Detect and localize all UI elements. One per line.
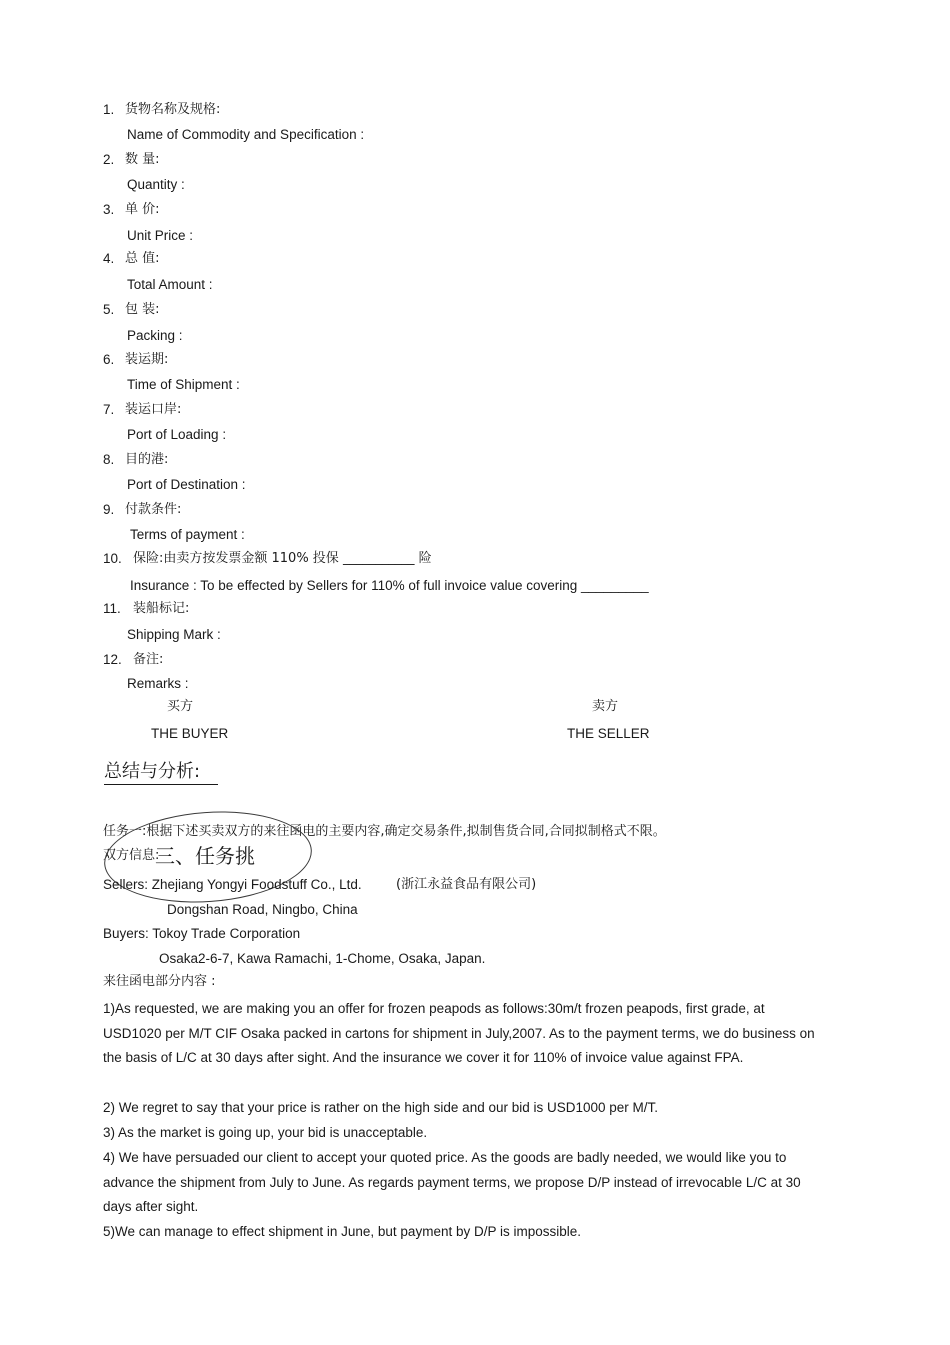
stamp-text: 三、任务挑 xyxy=(155,844,255,868)
sellers-name: Sellers: Zhejiang Yongyi Foodstuff Co., Ltd. xyxy=(103,877,362,892)
item-label-cn: 包 装: xyxy=(125,302,160,317)
correspondence-item: 4) We have persuaded our client to accept your quoted price. As the goods are badly needed, we would like you to advance the shipment from July to June. As regards payment terms, we propose D/P instead of irrevocable L/C at 30 days after sight. xyxy=(103,1150,801,1215)
parties-label: 双方信息: xyxy=(103,848,160,863)
item-number: 1. xyxy=(103,102,115,117)
correspondence-item: 1)As requested, we are making you an offer for frozen peapods as follows:30m/t frozen peapods, first grade, at USD1020 per M/T CIF Osaka packed in cartons for shipment in July,2007. As to the payment terms, we do business on the basis of L/C at 30 days after sight. And the insurance we cover it for 110% of invoice value against FPA. xyxy=(103,1001,815,1066)
item-label-en: Insurance : To be effected by Sellers for 110% of full invoice value covering _________ xyxy=(130,578,649,593)
item-label-cn: 总 值: xyxy=(125,251,160,266)
item-label-en: Name of Commodity and Specification : xyxy=(127,127,365,142)
buyer-label-en: THE BUYER xyxy=(151,726,229,741)
item-label-cn: 付款条件: xyxy=(125,502,182,517)
item-label-cn: 装运期: xyxy=(125,352,169,367)
correspondence-label: 来往函电部分内容 : xyxy=(103,974,216,989)
correspondence-item: 3) As the market is going up, your bid is unacceptable. xyxy=(103,1125,428,1140)
item-label-en: Shipping Mark : xyxy=(127,627,221,642)
item-label-en: Terms of payment : xyxy=(130,527,245,542)
correspondence-item: 2) We regret to say that your price is rather on the high side and our bid is USD1000 per M/T. xyxy=(103,1100,659,1115)
item-label-cn: 数 量: xyxy=(125,152,160,167)
item-number: 12. xyxy=(103,652,122,667)
item-label-cn: 装运口岸: xyxy=(125,402,182,417)
item-number: 9. xyxy=(103,502,115,517)
item-label-cn: 装船标记: xyxy=(133,601,190,616)
item-label-cn: 备注: xyxy=(133,652,164,667)
summary-heading: 总结与分析: xyxy=(104,760,218,785)
item-number: 10. xyxy=(103,551,122,566)
sellers-name-cn: (浙江永益食品有限公司) xyxy=(396,877,537,892)
item-label-en: Port of Destination : xyxy=(127,477,246,492)
item-label-en: Packing : xyxy=(127,328,183,343)
item-number: 2. xyxy=(103,152,115,167)
sellers-address: Dongshan Road, Ningbo, China xyxy=(167,902,358,917)
item-label-en: Time of Shipment : xyxy=(127,377,240,392)
item-number: 11. xyxy=(103,601,121,616)
item-number: 6. xyxy=(103,352,115,367)
seller-label-en: THE SELLER xyxy=(567,726,650,741)
item-label-en: Total Amount : xyxy=(127,277,213,292)
item-number: 3. xyxy=(103,202,115,217)
buyers-address: Osaka2-6-7, Kawa Ramachi, 1-Chome, Osaka, Japan. xyxy=(159,951,486,966)
item-number: 7. xyxy=(103,402,115,417)
item-label-en: Port of Loading : xyxy=(127,427,227,442)
buyers-name: Buyers: Tokoy Trade Corporation xyxy=(103,926,301,941)
task-intro: 任务一:根据下述买卖双方的来往函电的主要内容,确定交易条件,拟制售货合同,合同拟制格式不限。 xyxy=(103,824,666,839)
seller-label-cn: 卖方 xyxy=(592,699,619,714)
item-number: 5. xyxy=(103,302,115,317)
item-label-en: Remarks : xyxy=(127,676,189,691)
item-label-en: Unit Price : xyxy=(127,228,194,243)
item-label-cn: 保险:由卖方按发票金额 110% 投保 ___________ 险 xyxy=(133,551,432,566)
correspondence-item: 5)We can manage to effect shipment in June, but payment by D/P is impossible. xyxy=(103,1224,582,1239)
item-number: 4. xyxy=(103,251,115,266)
item-label-en: Quantity : xyxy=(127,177,185,192)
item-number: 8. xyxy=(103,452,115,467)
buyer-label-cn: 买方 xyxy=(167,699,194,714)
item-label-cn: 货物名称及规格: xyxy=(125,102,221,117)
item-label-cn: 目的港: xyxy=(125,452,169,467)
item-label-cn: 单 价: xyxy=(125,202,160,217)
